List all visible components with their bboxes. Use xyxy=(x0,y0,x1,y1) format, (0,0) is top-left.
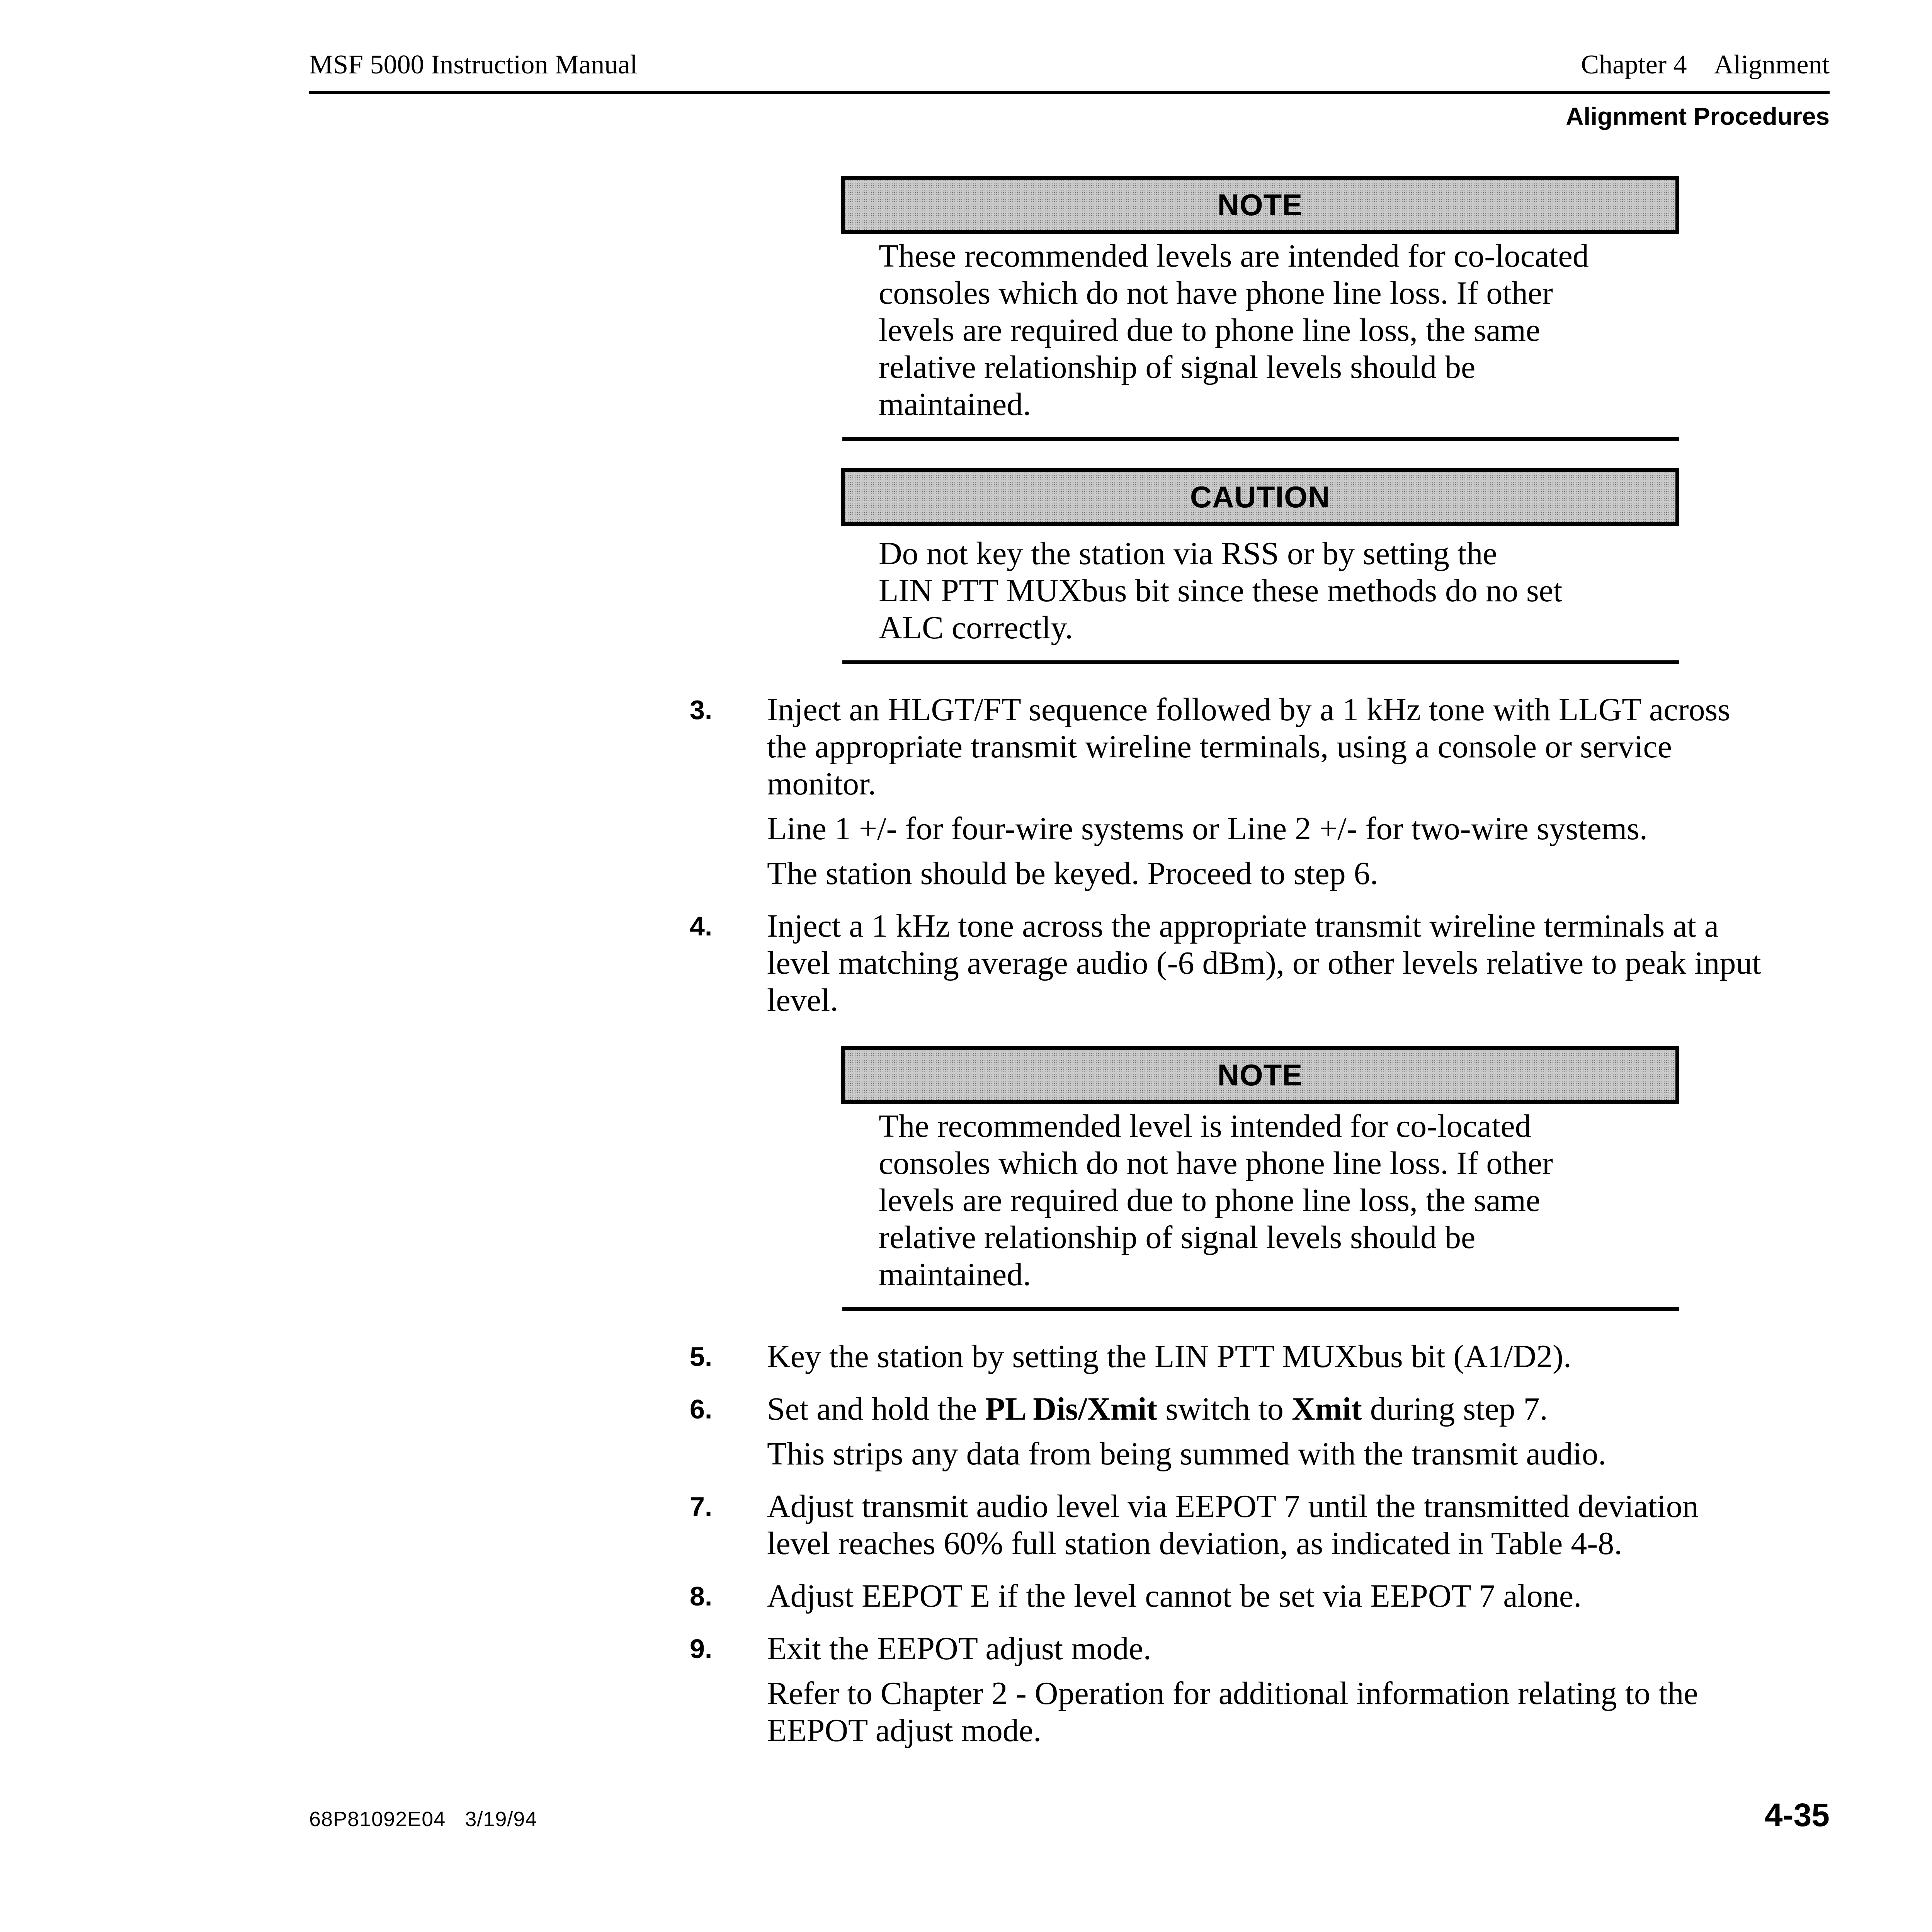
caution-heading: CAUTION xyxy=(841,468,1679,526)
caution-body xyxy=(841,535,1679,646)
spacer xyxy=(309,664,1830,691)
footer-doc-info xyxy=(309,1804,537,1835)
note-line: consoles which do not have phone line loss. If other xyxy=(879,1145,1553,1181)
note-line: maintained. xyxy=(879,1257,1031,1293)
section-title: Alignment Procedures xyxy=(1566,102,1830,130)
note-line: relative relationship of signal levels should be xyxy=(879,1219,1476,1255)
step-subtext: Line 1 +/- for four-wire systems or Line 2 +/- for two-wire systems. xyxy=(767,811,1648,847)
step-line: Adjust transmit audio level via EEPOT 7 until the transmitted deviation xyxy=(767,1488,1699,1524)
step-subtext: The station should be keyed. Proceed to step 6. xyxy=(767,855,1378,891)
spacer xyxy=(309,892,1830,908)
spacer xyxy=(309,1019,1830,1046)
note-body xyxy=(841,238,1679,423)
step-line: Inject a 1 kHz tone across the appropriate transmit wireline terminals at a xyxy=(767,908,1719,944)
step-line: monitor. xyxy=(767,766,876,802)
step-number: 5. xyxy=(690,1342,713,1372)
step-subtext xyxy=(767,1675,1830,1749)
step-line: Exit the EEPOT adjust mode. xyxy=(767,1631,1151,1667)
note-bottom-rule xyxy=(842,437,1679,441)
spacer xyxy=(309,133,1830,176)
step-text xyxy=(767,1630,1830,1667)
step-text xyxy=(767,691,1830,803)
step-line: the appropriate transmit wireline terminals, using a console or service xyxy=(767,729,1672,765)
running-header xyxy=(309,46,1830,83)
step-sub-line: Refer to Chapter 2 - Operation for additional information relating to the xyxy=(767,1675,1698,1711)
doc-date: 3/19/94 xyxy=(465,1808,537,1831)
step-text-part: switch to xyxy=(1157,1391,1292,1427)
step-number: 9. xyxy=(690,1634,713,1664)
caution-box xyxy=(841,468,1679,664)
step-5 xyxy=(690,1338,1830,1375)
spacer xyxy=(309,1375,1830,1391)
spacer xyxy=(309,1615,1830,1630)
caution-line: LIN PTT MUXbus bit since these methods do no set xyxy=(879,573,1563,609)
step-number: 4. xyxy=(690,911,713,941)
spacer xyxy=(309,1562,1830,1578)
step-3 xyxy=(690,691,1830,892)
xmit-position-label: Xmit xyxy=(1291,1391,1362,1427)
header-rule xyxy=(309,91,1830,94)
spacer xyxy=(309,1473,1830,1488)
step-line: Inject an HLGT/FT sequence followed by a 1 kHz tone with LLGT across xyxy=(767,692,1730,728)
note-box xyxy=(841,176,1679,441)
step-text-part: Set and hold the xyxy=(767,1391,985,1427)
page-footer xyxy=(309,1796,1830,1835)
spacer xyxy=(309,1311,1830,1338)
step-7 xyxy=(690,1488,1830,1562)
chapter-heading xyxy=(1581,46,1830,83)
caution-line: Do not key the station via RSS or by setting the xyxy=(879,536,1497,571)
doc-number: 68P81092E04 xyxy=(309,1808,446,1831)
spacer xyxy=(309,441,1830,468)
step-line: level. xyxy=(767,982,838,1018)
step-text xyxy=(767,1391,1830,1428)
note-line: levels are required due to phone line loss, the same xyxy=(879,1182,1541,1218)
manual-title: MSF 5000 Instruction Manual xyxy=(309,50,638,80)
pl-dis-xmit-switch-label: PL Dis/Xmit xyxy=(985,1391,1158,1427)
step-4 xyxy=(690,908,1830,1019)
note-heading: NOTE xyxy=(841,1046,1679,1104)
note-line: consoles which do not have phone line loss. If other xyxy=(879,275,1553,311)
caution-bottom-rule xyxy=(842,660,1679,664)
note-body xyxy=(841,1108,1679,1293)
step-line: Adjust EEPOT E if the level cannot be set via EEPOT 7 alone. xyxy=(767,1578,1582,1614)
chapter-title: Alignment xyxy=(1714,50,1830,80)
note-line: maintained. xyxy=(879,386,1031,422)
step-text xyxy=(767,1338,1830,1375)
step-number: 7. xyxy=(690,1492,713,1522)
step-subtext: This strips any data from being summed with the transmit audio. xyxy=(767,1436,1606,1472)
step-line: level reaches 60% full station deviation, as indicated in Table 4-8. xyxy=(767,1526,1622,1561)
step-6 xyxy=(690,1391,1830,1473)
note-line: levels are required due to phone line loss, the same xyxy=(879,312,1541,348)
step-text xyxy=(767,1488,1830,1562)
note-bottom-rule xyxy=(842,1307,1679,1311)
step-8 xyxy=(690,1578,1830,1615)
step-text-part: during step 7. xyxy=(1362,1391,1548,1427)
step-9 xyxy=(690,1630,1830,1749)
note-line: relative relationship of signal levels should be xyxy=(879,349,1476,385)
step-number: 8. xyxy=(690,1581,713,1611)
note-line: These recommended levels are intended for co-located xyxy=(879,238,1589,274)
note-heading: NOTE xyxy=(841,176,1679,234)
step-text xyxy=(767,908,1830,1019)
step-number: 6. xyxy=(690,1394,713,1424)
note-box xyxy=(841,1046,1679,1311)
note-line: The recommended level is intended for co-located xyxy=(879,1108,1531,1144)
step-line: Key the station by setting the LIN PTT MUXbus bit (A1/D2). xyxy=(767,1338,1571,1374)
step-line: level matching average audio (-6 dBm), or other levels relative to peak input xyxy=(767,945,1761,981)
step-sub-line: EEPOT adjust mode. xyxy=(767,1713,1042,1748)
step-number: 3. xyxy=(690,695,713,725)
caution-line: ALC correctly. xyxy=(879,610,1073,646)
step-text xyxy=(767,1578,1830,1615)
chapter-number: Chapter 4 xyxy=(1581,50,1687,80)
page-number: 4-35 xyxy=(1764,1797,1830,1833)
